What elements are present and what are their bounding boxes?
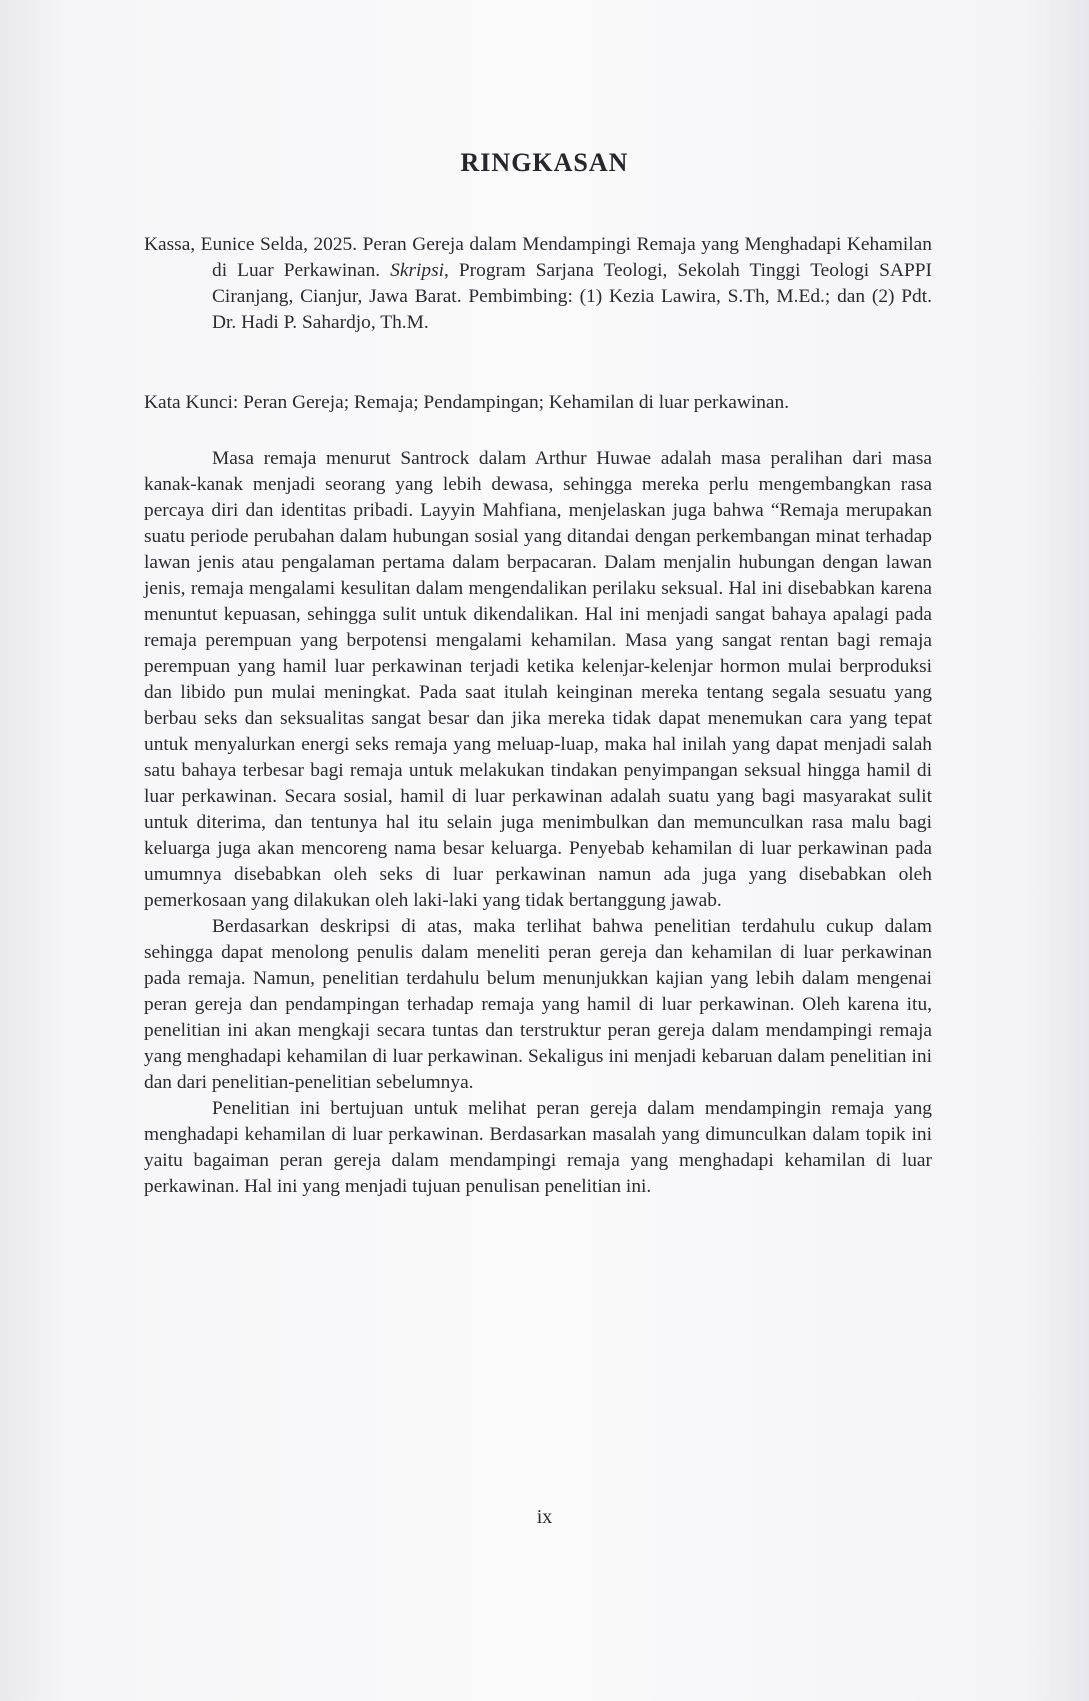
citation-text-end: , Program Sarjana Teologi, Sekolah Tinggi Teologi SAPPI Ciranjang, Cianjur, Jawa Barat. Pembimbing: (1) Kezia Lawira, S.Th, M.Ed.; dan (2) Pdt. Dr. Hadi P. Sahardjo, Th.M. bbox=[212, 260, 932, 333]
page-title: RINGKASAN bbox=[460, 148, 629, 177]
paragraph-3: Penelitian ini bertujuan untuk melihat peran gereja dalam mendampingin remaja yang menghadapi kehamilan di luar perkawinan. Berdasarkan masalah yang dimunculkan dalam topik ini yaitu bagaiman peran gereja dalam mendampingi remaja yang menghadapi kehamilan di luar perkawinan. Hal ini yang menjadi tujuan penulisan penelitian ini. bbox=[144, 1098, 932, 1197]
citation-italic-skripsi: Skripsi bbox=[390, 260, 445, 281]
page-number: ix bbox=[536, 1506, 553, 1528]
paragraph-1: Masa remaja menurut Santrock dalam Arthur Huwae adalah masa peralihan dari masa kanak-kanak menjadi seorang yang lebih dewasa, sehingga mereka perlu mengembangkan rasa percaya diri dan identitas pribadi. Layyin Mahfiana, menjelaskan juga bahwa “Remaja merupakan suatu periode perubahan dalam hubungan sosial yang ditandai dengan perkembangan minat terhadap lawan jenis atau pengalaman pertama dalam berpacaran. Dalam menjalin hubungan dengan lawan jenis, remaja mengalami kesulitan dalam mengendalikan perilaku seksual. Hal ini disebabkan karena menuntut kepuasan, sehingga sulit untuk dikendalikan. Hal ini menjadi sangat bahaya apalagi pada remaja perempuan yang berpotensi mengalami kehamilan. Masa yang sangat rentan bagi remaja perempuan yang hamil luar perkawinan terjadi ketika kelenjar-kelenjar hormon mulai berproduksi dan libido pun mulai meningkat. Pada saat itulah keinginan mereka tentang segala sesuatu yang berbau seks dan seksualitas sangat besar dan jika mereka tidak dapat menemukan cara yang tepat untuk menyalurkan energi seks remaja yang meluap-luap, maka hal inilah yang dapat menjadi salah satu bahaya terbesar bagi remaja untuk melakukan tindakan penyimpangan seksual hingga hamil di luar perkawinan. Secara sosial, hamil di luar perkawinan adalah suatu yang bagi masyarakat sulit untuk diterima, dan tentunya hal itu selain juga menimbulkan dan memunculkan rasa malu bagi keluarga juga akan mencoreng nama besar keluarga. Penyebab kehamilan di luar perkawinan pada umumnya disebabkan oleh seks di luar perkawinan namun ada juga yang disebabkan oleh pemerkosaan yang dilakukan oleh laki-laki yang tidak bertanggung jawab. bbox=[144, 448, 932, 911]
keywords: Kata Kunci: Peran Gereja; Remaja; Pendampingan; Kehamilan di luar perkawinan. bbox=[144, 392, 790, 413]
paragraph-2: Berdasarkan deskripsi di atas, maka terlihat bahwa penelitian terdahulu cukup dalam sehingga dapat menolong penulis dalam meneliti peran gereja dan kehamilan di luar perkawinan pada remaja. Namun, penelitian terdahulu belum menunjukkan kajian yang lebih dalam mengenai peran gereja dan pendampingan terhadap remaja yang hamil di luar perkawinan. Oleh karena itu, penelitian ini akan mengkaji secara tuntas dan terstruktur peran gereja dalam mendampingi remaja yang menghadapi kehamilan di luar perkawinan. Sekaligus ini menjadi kebaruan dalam penelitian ini dan dari penelitian-penelitian sebelumnya. bbox=[144, 916, 932, 1093]
citation-text-start: Kassa, Eunice Selda, 2025. Peran Gereja dalam Mendampingi Remaja yang Menghadapi Kehamilan di Luar Perkawinan. bbox=[144, 234, 932, 281]
summary-content bbox=[144, 232, 932, 1200]
bibliographic-citation bbox=[144, 232, 932, 336]
